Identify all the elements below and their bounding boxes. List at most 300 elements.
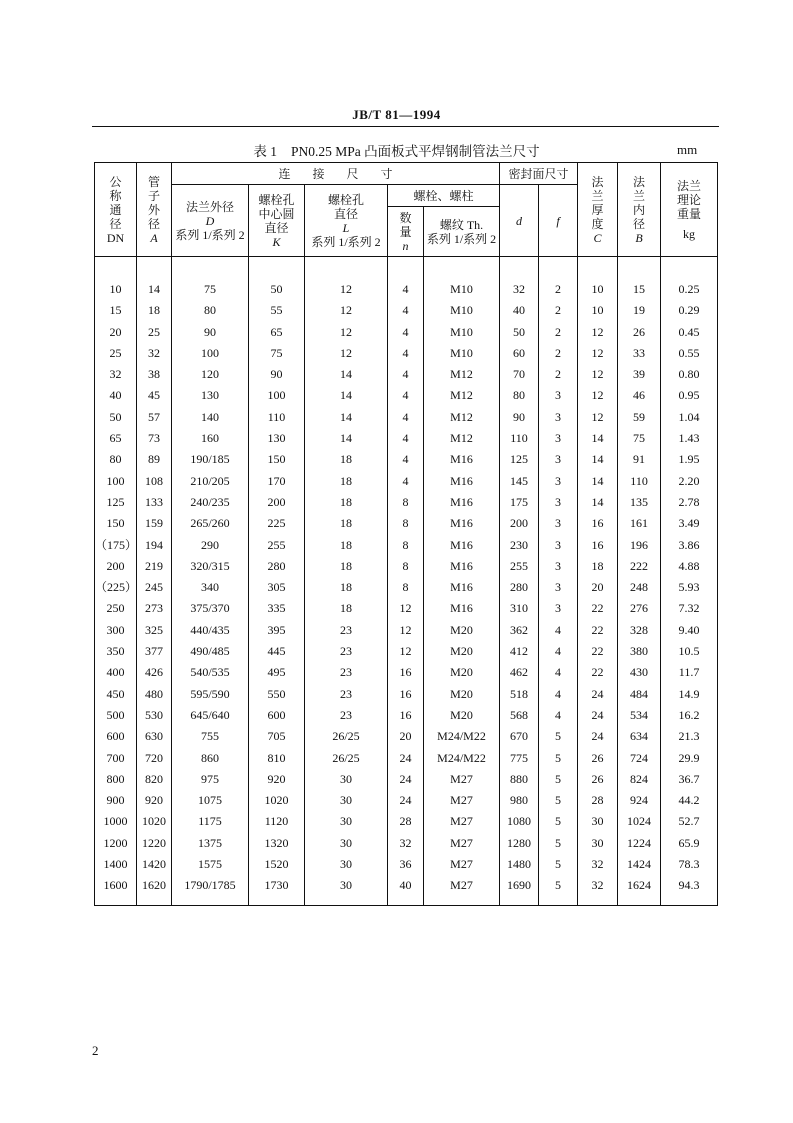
table-cell: 12 [578,343,618,364]
table-cell: 75 [618,428,661,449]
table-cell: 12 [388,598,424,619]
table-cell: 755 [172,726,249,747]
table-row [95,471,718,492]
table-cell: 462 [500,662,539,683]
table-cell: M27 [424,833,500,854]
table-cell: 534 [618,705,661,726]
table-cell: M12 [424,428,500,449]
table-cell: 4 [388,300,424,321]
table-cell: 3 [539,577,578,598]
table-row [95,556,718,577]
table-cell: M16 [424,449,500,470]
header-seal: 密封面尺寸 [500,163,578,185]
table-row [95,300,718,321]
table-cell: 568 [500,705,539,726]
table-cell: 240/235 [172,492,249,513]
table-cell: 16 [388,662,424,683]
table-cell: 12 [388,641,424,662]
table-cell: 12 [578,364,618,385]
table-cell: 26/25 [305,726,388,747]
table-cell: 600 [95,726,137,747]
table-row [95,343,718,364]
table-cell: 32 [578,854,618,875]
table-cell: 540/535 [172,662,249,683]
table-cell: 12 [578,385,618,406]
table-cell: 75 [249,343,305,364]
table-cell: 3.49 [661,513,718,534]
table-cell: 24 [578,726,618,747]
table-cell: M10 [424,343,500,364]
table-cell: 29.9 [661,748,718,769]
table-cell: 800 [95,769,137,790]
table-cell: 14 [578,471,618,492]
table-row [95,790,718,811]
table-cell: 19 [618,300,661,321]
table-cell: 12 [305,300,388,321]
table-cell: 920 [249,769,305,790]
table-cell: M16 [424,471,500,492]
unit-label: mm [677,142,698,157]
table-cell: M20 [424,641,500,662]
table-cell: 700 [95,748,137,769]
table-cell: 14 [578,428,618,449]
table-cell: 480 [137,684,172,705]
table-cell: 80 [95,449,137,470]
header-seal-d: d [500,185,539,257]
table-cell: M16 [424,535,500,556]
table-cell: 2.20 [661,471,718,492]
header-flange-od: 法兰外径 D 系列 1/系列 2 [172,185,249,257]
table-cell: 110 [500,428,539,449]
table-row [95,620,718,641]
table-cell: 4 [539,684,578,705]
table-row [95,641,718,662]
table-cell: 90 [249,364,305,385]
table-cell: 1200 [95,833,137,854]
table-cell: 14 [305,407,388,428]
table-cell: 4 [388,279,424,300]
table-cell: M10 [424,279,500,300]
table-cell: 1175 [172,811,249,832]
table-cell: 32 [500,279,539,300]
table-cell: 23 [305,641,388,662]
table-cell: 90 [172,322,249,343]
table-cell: 39 [618,364,661,385]
table-cell: 255 [249,535,305,556]
table-cell: 900 [95,790,137,811]
table-cell: M24/M22 [424,726,500,747]
table-cell: 8 [388,513,424,534]
table-cell: 3 [539,513,578,534]
table-cell: 65 [95,428,137,449]
table-cell: 380 [618,641,661,662]
table-cell: 16 [578,535,618,556]
table-cell: 25 [137,322,172,343]
table-cell: 75 [172,279,249,300]
table-cell: 440/435 [172,620,249,641]
table-cell: 50 [249,279,305,300]
table-cell: 50 [500,322,539,343]
table-cell: 140 [172,407,249,428]
table-cell: 1120 [249,811,305,832]
table-cell: 720 [137,748,172,769]
table-cell: 135 [618,492,661,513]
table-cell: 1280 [500,833,539,854]
table-cell: 3.86 [661,535,718,556]
table-cell: 724 [618,748,661,769]
table-cell: 426 [137,662,172,683]
table-cell: 10.5 [661,641,718,662]
header-pipe-od: 管 子 外 径 A [137,163,172,257]
header-inner-diameter: 法 兰 内 径 B [618,163,661,257]
table-cell: 350 [95,641,137,662]
table-cell: 10 [578,300,618,321]
table-cell: 265/260 [172,513,249,534]
table-row [95,875,718,906]
table-cell: 5 [539,769,578,790]
table-cell: 23 [305,662,388,683]
table-cell: 250 [95,598,137,619]
table-cell: 170 [249,471,305,492]
table-cell: 194 [137,535,172,556]
table-cell: 90 [500,407,539,428]
table-cell: 1520 [249,854,305,875]
table-cell: 1620 [137,875,172,906]
table-cell: 18 [578,556,618,577]
table-cell: 0.45 [661,322,718,343]
table-cell: 12 [305,322,388,343]
table-row [95,279,718,300]
table-cell: 65 [249,322,305,343]
table-cell: 2 [539,343,578,364]
table-cell: 20 [578,577,618,598]
table-cell: 175 [500,492,539,513]
table-cell: 1575 [172,854,249,875]
table-cell: 110 [618,471,661,492]
table-cell: 23 [305,620,388,641]
table-cell: 21.3 [661,726,718,747]
table-row [95,748,718,769]
table-cell: 12 [305,279,388,300]
table-cell: 924 [618,790,661,811]
table-cell: 159 [137,513,172,534]
table-cell: 4 [388,471,424,492]
table-row [95,811,718,832]
table-cell: 0.95 [661,385,718,406]
table-cell: 190/185 [172,449,249,470]
header-thread: 螺纹 Th. 系列 1/系列 2 [424,207,500,257]
table-cell: 30 [305,833,388,854]
table-cell: 18 [305,471,388,492]
table-cell: 14 [305,428,388,449]
table-cell: 14.9 [661,684,718,705]
table-cell: 22 [578,641,618,662]
table-cell: 4 [539,662,578,683]
header-dn: 公 称 通 径 DN [95,163,137,257]
header-rule [92,126,719,127]
table-cell: 0.55 [661,343,718,364]
table-cell: M16 [424,598,500,619]
table-cell: 4 [388,343,424,364]
table-cell: 362 [500,620,539,641]
table-cell: 26 [618,322,661,343]
table-cell: 40 [500,300,539,321]
table-cell: 325 [137,620,172,641]
table-cell: 12 [578,322,618,343]
table-cell: （175） [95,535,137,556]
table-cell: M27 [424,769,500,790]
table-cell: 1420 [137,854,172,875]
table-cell: 290 [172,535,249,556]
table-cell: 200 [500,513,539,534]
table-cell: 820 [137,769,172,790]
table-cell: 2 [539,322,578,343]
table-cell: M27 [424,854,500,875]
table-cell: 125 [500,449,539,470]
table-cell: 24 [578,684,618,705]
table-cell: 9.40 [661,620,718,641]
table-cell: 16 [578,513,618,534]
table-cell: 44.2 [661,790,718,811]
table-cell: 1790/1785 [172,875,249,906]
table-row [95,854,718,875]
table-cell: 15 [618,279,661,300]
table-cell: M27 [424,875,500,906]
table-row [95,833,718,854]
table-cell: 300 [95,620,137,641]
table-cell: 24 [388,790,424,811]
table-cell: 133 [137,492,172,513]
header-connection: 连接尺寸 [172,163,500,185]
table-cell: 23 [305,684,388,705]
table-cell: 14 [305,364,388,385]
table-cell: 130 [172,385,249,406]
table-cell: 3 [539,471,578,492]
table-cell: 810 [249,748,305,769]
table-cell: 975 [172,769,249,790]
table-cell: M20 [424,684,500,705]
table-cell: 91 [618,449,661,470]
table-cell: 5 [539,854,578,875]
table-cell: 775 [500,748,539,769]
table-cell: 196 [618,535,661,556]
table-cell: 1024 [618,811,661,832]
table-cell: M12 [424,407,500,428]
table-cell: 3 [539,385,578,406]
table-cell: 824 [618,769,661,790]
table-cell: 1690 [500,875,539,906]
table-cell: M16 [424,556,500,577]
table-row [95,449,718,470]
table-cell: 8 [388,577,424,598]
table-cell: M10 [424,300,500,321]
table-cell: M20 [424,662,500,683]
table-cell: 335 [249,598,305,619]
table-cell: 0.29 [661,300,718,321]
table-cell: 4 [388,449,424,470]
table-cell: 7.32 [661,598,718,619]
table-cell: 22 [578,662,618,683]
table-cell: 161 [618,513,661,534]
table-cell: 100 [95,471,137,492]
table-cell: 10 [578,279,618,300]
table-cell: 4.88 [661,556,718,577]
table-cell: 20 [388,726,424,747]
table-row [95,684,718,705]
table-cell: 200 [249,492,305,513]
table-cell: 340 [172,577,249,598]
table-cell: 1075 [172,790,249,811]
table-row [95,407,718,428]
table-cell: 52.7 [661,811,718,832]
table-cell: 80 [172,300,249,321]
table-cell: 16 [388,684,424,705]
table-cell: 5.93 [661,577,718,598]
table-cell: 32 [578,875,618,906]
table-cell: 4 [388,364,424,385]
flange-dimension-table [94,162,718,906]
header-weight: 法兰 理论 重量 kg [661,163,718,257]
table-cell: 490/485 [172,641,249,662]
table-cell: 5 [539,875,578,906]
table-cell: 484 [618,684,661,705]
table-cell: 14 [305,385,388,406]
table-cell: 28 [578,790,618,811]
table-cell: 59 [618,407,661,428]
table-cell: 150 [95,513,137,534]
table-cell: 4 [388,407,424,428]
table-cell: 40 [95,385,137,406]
table-cell: 145 [500,471,539,492]
table-cell: 670 [500,726,539,747]
table-cell: 25 [95,343,137,364]
table-cell: 276 [618,598,661,619]
table-cell: 100 [172,343,249,364]
table-cell: 328 [618,620,661,641]
table-cell: M16 [424,577,500,598]
table-cell: 100 [249,385,305,406]
table-cell: 280 [249,556,305,577]
table-cell: 400 [95,662,137,683]
standard-code: JB/T 81—1994 [352,107,441,122]
table-cell: 36.7 [661,769,718,790]
table-cell: 160 [172,428,249,449]
table-cell: 1020 [249,790,305,811]
table-cell: 450 [95,684,137,705]
table-row [95,769,718,790]
table-cell: 120 [172,364,249,385]
table-caption [0,140,793,160]
table-cell: 1320 [249,833,305,854]
table-cell: M12 [424,364,500,385]
table-cell: 30 [305,875,388,906]
table-cell: 12 [578,407,618,428]
table-cell: 377 [137,641,172,662]
table-cell: 705 [249,726,305,747]
table-cell: M10 [424,322,500,343]
header-thickness: 法 兰 厚 度 C [578,163,618,257]
table-cell: M20 [424,620,500,641]
table-cell: 1730 [249,875,305,906]
table-cell: 395 [249,620,305,641]
table-row [95,598,718,619]
table-cell: 273 [137,598,172,619]
table-row [95,726,718,747]
table-cell: 18 [305,577,388,598]
table-cell: 30 [305,790,388,811]
table-cell: 495 [249,662,305,683]
table-cell: 5 [539,790,578,811]
table-cell: 4 [388,385,424,406]
table-cell: （225） [95,577,137,598]
table-cell: 16.2 [661,705,718,726]
table-cell: 550 [249,684,305,705]
table-cell: 3 [539,407,578,428]
table-cell: 5 [539,833,578,854]
table-cell: 110 [249,407,305,428]
table-cell: 73 [137,428,172,449]
table-cell: 22 [578,620,618,641]
table-row [95,428,718,449]
table-cell: 430 [618,662,661,683]
table-cell: 518 [500,684,539,705]
table-cell: 1224 [618,833,661,854]
table-cell: 108 [137,471,172,492]
table-cell: 24 [388,748,424,769]
table-cell: 1020 [137,811,172,832]
table-cell: 245 [137,577,172,598]
table-cell: 14 [137,279,172,300]
table-cell: 55 [249,300,305,321]
header-bolts: 螺栓、螺柱 [388,185,500,207]
table-cell: 1.04 [661,407,718,428]
table-cell: 230 [500,535,539,556]
table-cell: 3 [539,535,578,556]
header-bolt-count: 数 量 n [388,207,424,257]
table-cell: 26/25 [305,748,388,769]
table-cell: 4 [388,322,424,343]
table-cell: 3 [539,449,578,470]
table-cell: M20 [424,705,500,726]
table-cell: 18 [305,449,388,470]
table-cell: 125 [95,492,137,513]
table-cell: 1400 [95,854,137,875]
table-title: PN0.25 MPa 凸面板式平焊钢制管法兰尺寸 [290,144,540,159]
table-cell: 1624 [618,875,661,906]
table-cell: 200 [95,556,137,577]
table-cell: 8 [388,556,424,577]
table-cell: 595/590 [172,684,249,705]
table-cell: 18 [305,598,388,619]
table-cell: 30 [578,833,618,854]
page-number: 2 [92,1043,99,1058]
table-cell: 3 [539,428,578,449]
table-cell: M27 [424,790,500,811]
table-cell: 255 [500,556,539,577]
table-cell: 4 [539,620,578,641]
table-cell: 0.25 [661,279,718,300]
table-cell: M12 [424,385,500,406]
table-cell: 600 [249,705,305,726]
table-cell: 14 [578,492,618,513]
table-cell: 150 [249,449,305,470]
table-cell: 32 [137,343,172,364]
table-cell: 10 [95,279,137,300]
table-cell: 32 [388,833,424,854]
table-cell: 20 [95,322,137,343]
table-cell: 32 [95,364,137,385]
header-seal-f: f [539,185,578,257]
